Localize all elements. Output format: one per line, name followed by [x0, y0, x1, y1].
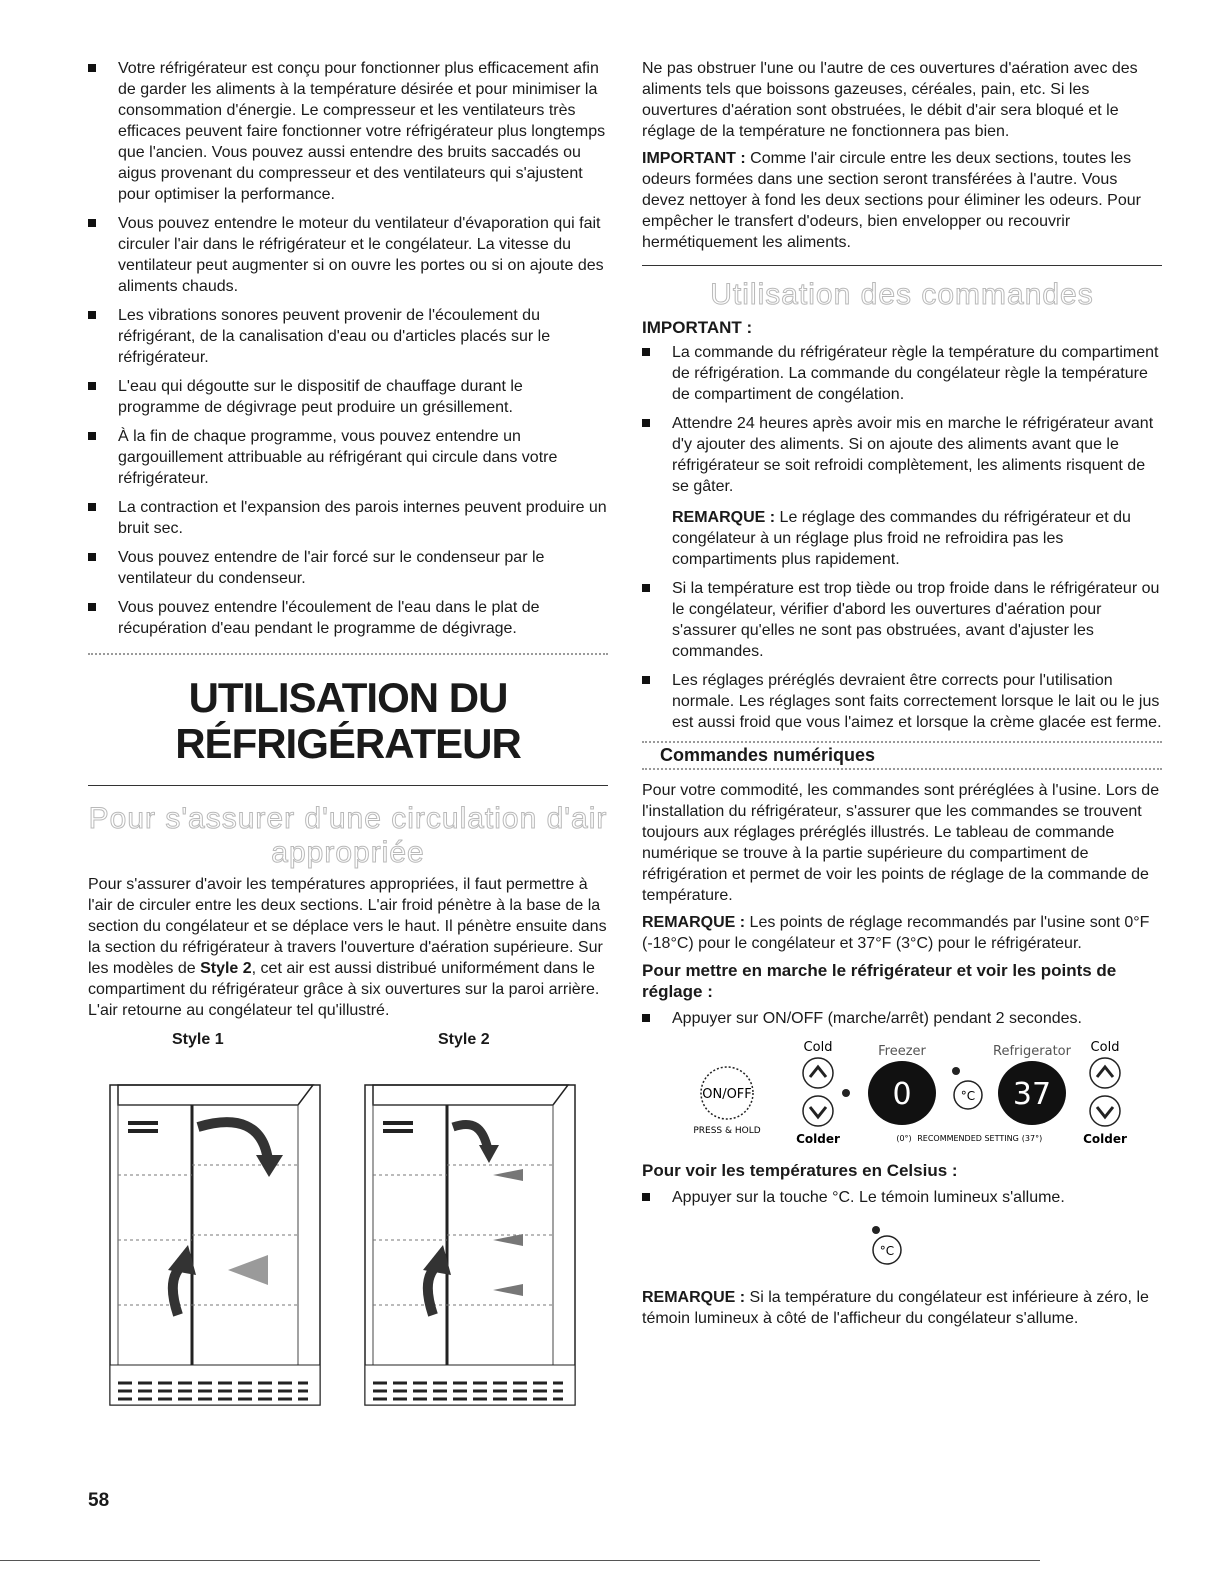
list-item: Vous pouvez entendre de l'air forcé sur le condenseur par le ventilateur du condenseur. [88, 547, 608, 589]
important-odors-paragraph: IMPORTANT : Comme l'air circule entre les deux sections, toutes les odeurs formées dans une section seront transférées à l'autre. Vous devez nettoyer à fond les deux sections pour éliminer les odeurs. Pour empêcher le transfert d'odeurs, bien envelopper ou recouvrir hermétiquement les aliments. [642, 150, 1141, 251]
fridge-colder-down-button[interactable] [1090, 1096, 1120, 1126]
list-item: Votre réfrigérateur est conçu pour fonctionner plus efficacement afin de garder les aliments à la température désirée et pour minimiser la consommation d'énergie. Le compresseur et les ventilateurs très efficaces peuvent faire fonctionner votre réfrigérateur plus longtemps que l'ancien. Vous pouvez aussi entendre des bruits saccadés ou aigus provenant du compresseur et des ventilateurs qui s'ajustent pour optimiser la performance. [88, 58, 608, 205]
bullet-square-icon [88, 64, 96, 72]
section-title: UTILISATION DU RÉFRIGÉRATEUR [175, 674, 521, 767]
divider [0, 1560, 1040, 1561]
left-column [88, 58, 608, 1430]
style1-label: Style 1 [172, 1031, 224, 1048]
divider [88, 653, 608, 655]
celsius-button[interactable] [954, 1081, 982, 1109]
list-item: Les réglages préréglés devraient être corrects pour l'utilisation normale. Les réglages sont faits correctement lorsque le lait ou le jus est aussi froid que vous l'aimez et lorsque la crème glacée est ferme. [642, 670, 1162, 733]
on-off-button[interactable] [701, 1067, 753, 1119]
list-item: Appuyer sur ON/OFF (marche/arrêt) pendant 2 secondes. [642, 1008, 1162, 1029]
fridge-display-value: 37 [1012, 1077, 1052, 1112]
divider [642, 265, 1162, 266]
remarque-setpoints: REMARQUE : Les points de réglage recommandés par l'usine sont 0°F (-18°C) pour le congélateur et 37°F (3°C) pour le réfrigérateur. [642, 914, 1150, 952]
freezer-colder-up-button[interactable] [803, 1058, 833, 1088]
list-item: Attendre 24 heures après avoir mis en marche le réfrigérateur avant d'y ajouter des aliments. Si on ajoute des aliments avant que le réfrigérateur se soit refroidi complètement, les aliments risquent de se gâter. REMARQUE : Le réglage des commandes du réfrigérateur et du congélateur à un réglage plus froid ne refroidira pas les compartiments plus rapidement. [642, 413, 1162, 570]
remarque-note: REMARQUE : Le réglage des commandes du réfrigérateur et du congélateur à un réglage plus froid ne refroidira pas les compartiments plus rapidement. [672, 509, 1131, 568]
bullet-square-icon [642, 1193, 650, 1201]
important-bullet-list [642, 342, 1162, 733]
freezer-display [868, 1061, 936, 1125]
list-item: À la fin de chaque programme, vous pouvez entendre un gargouillement attribuable au réfrigérant qui circule dans votre réfrigérateur. [88, 426, 608, 489]
bullet-square-icon [88, 503, 96, 511]
on-off-label: ON/OFF [702, 1087, 752, 1102]
airflow-diagrams [88, 1065, 608, 1425]
list-item: Les vibrations sonores peuvent provenir de l'écoulement du réfrigérant, de la canalisation d'eau ou d'articles placés sur le réfrigérateur. [88, 305, 608, 368]
list-item: Vous pouvez entendre le moteur du ventilateur d'évaporation qui fait circuler l'air dans le réfrigérateur et le congélateur. La vitesse du ventilateur peut augmenter si on ouvre les portes ou si on ajoute des aliments chauds. [88, 213, 608, 297]
recommended-setting-label: RECOMMENDED SETTING [917, 1134, 1019, 1143]
celsius-bullet-list [642, 1187, 1162, 1208]
diagram-labels [88, 1031, 608, 1061]
bullet-square-icon [642, 584, 650, 592]
list-item: Vous pouvez entendre l'écoulement de l'eau dans le plat de récupération d'eau pendant le programme de dégivrage. [88, 597, 608, 639]
freezer-colder-down-button[interactable] [803, 1096, 833, 1126]
celsius-indicator-light [952, 1067, 960, 1075]
celsius-heading: Pour voir les températures en Celsius : [642, 1161, 958, 1180]
start-bullet-list [642, 1008, 1162, 1029]
digital-controls-paragraph: Pour votre commodité, les commandes sont préréglées à l'usine. Lors de l'installation du réfrigérateur, s'assurer que les commandes se trouvent toujours aux réglages préréglés illustrés. Le tableau de commande numérique se trouve à la partie supérieure du compartiment de réfrigération et permet de voir les points de réglage de la commande de température. [642, 782, 1160, 904]
list-item: Si la température est trop tiède ou trop froide dans le réfrigérateur ou le congélateur, vérifier d'abord les ouvertures d'aération pour s'assurer qu'elles ne sont pas obstruées, avant d'ajuster les commandes. [642, 578, 1162, 662]
divider [642, 741, 1162, 743]
controls-heading: Utilisation des commandes [710, 278, 1094, 311]
celsius-indicator-light [872, 1226, 880, 1234]
bullet-square-icon [642, 348, 650, 356]
style1-fridge-illustration [110, 1085, 320, 1405]
recommended-left: (0°) [896, 1134, 912, 1143]
bullet-square-icon [88, 432, 96, 440]
control-panel-illustration [672, 1037, 1172, 1149]
colder-label-left: Colder [796, 1132, 840, 1146]
bullet-square-icon [88, 553, 96, 561]
bullet-square-icon [642, 1014, 650, 1022]
list-item: La contraction et l'expansion des parois internes peuvent produire un bruit sec. [88, 497, 608, 539]
fridge-display [998, 1061, 1066, 1125]
celsius-key-label: °C [879, 1244, 895, 1258]
circulation-paragraph: Pour s'assurer d'avoir les températures appropriées, il faut permettre à l'air de circuler entre les deux sections. L'air froid pénètre à la base de la section du congélateur et se déplace vers le haut. Il pénètre ensuite dans la section du réfrigérateur à travers l'ouverture d'aération supérieure. Sur les modèles de Style 2, cet air est aussi distribué uniformément dans le compartiment du réfrigérateur grâce à six ouvertures sur la paroi arrière. L'air retourne au congélateur tel qu'illustré. [88, 876, 607, 1019]
refrigerator-label: Refrigerator [993, 1044, 1071, 1059]
divider [88, 785, 608, 786]
bullet-square-icon [88, 603, 96, 611]
list-item: Appuyer sur la touche °C. Le témoin lumineux s'allume. [642, 1187, 1162, 1208]
bullet-square-icon [642, 676, 650, 684]
circulation-heading: Pour s'assurer d'une circulation d'air appropriée [88, 802, 608, 869]
divider [642, 768, 1162, 770]
digital-controls-heading: Commandes numériques [660, 745, 876, 765]
bullet-square-icon [88, 311, 96, 319]
noise-bullet-list [88, 58, 608, 639]
page-number: 58 [88, 1490, 110, 1511]
cold-label-left: Cold [803, 1040, 833, 1055]
right-column [642, 58, 1162, 1329]
freezer-display-value: 0 [892, 1077, 912, 1112]
freezer-indicator-light [842, 1089, 850, 1097]
list-item: L'eau qui dégoutte sur le dispositif de chauffage durant le programme de dégivrage peut produire un grésillement. [88, 376, 608, 418]
bullet-square-icon [642, 419, 650, 427]
important-label: IMPORTANT : [642, 318, 753, 337]
press-hold-label: PRESS & HOLD [693, 1126, 761, 1136]
celsius-button-label: °C [960, 1089, 976, 1103]
cold-label-right: Cold [1090, 1040, 1120, 1055]
colder-label-right: Colder [1083, 1132, 1127, 1146]
vent-warning-paragraph: Ne pas obstruer l'une ou l'autre de ces ouvertures d'aération avec des aliments tels que boissons gazeuses, céréales, pain, etc. Si les ouvertures d'aération sont obstruées, le débit d'air sera bloqué et le réglage de la température ne fonctionnera pas bien. [642, 60, 1138, 140]
style2-label: Style 2 [438, 1031, 490, 1048]
fridge-colder-up-button[interactable] [1090, 1058, 1120, 1088]
start-heading: Pour mettre en marche le réfrigérateur et voir les points de réglage : [642, 961, 1117, 1001]
freezer-label: Freezer [878, 1044, 926, 1059]
style2-fridge-illustration [365, 1085, 575, 1405]
bullet-square-icon [88, 219, 96, 227]
remarque-celsius: REMARQUE : Si la température du congélateur est inférieure à zéro, le témoin lumineux à côté de l'afficheur du congélateur s'allume. [642, 1289, 1149, 1327]
celsius-key-illustration [642, 1216, 1162, 1272]
recommended-right: (37°) [1021, 1134, 1043, 1143]
bullet-square-icon [88, 382, 96, 390]
list-item: La commande du réfrigérateur règle la température du compartiment de réfrigération. La commande du congélateur règle la température de compartiment de congélation. [642, 342, 1162, 405]
